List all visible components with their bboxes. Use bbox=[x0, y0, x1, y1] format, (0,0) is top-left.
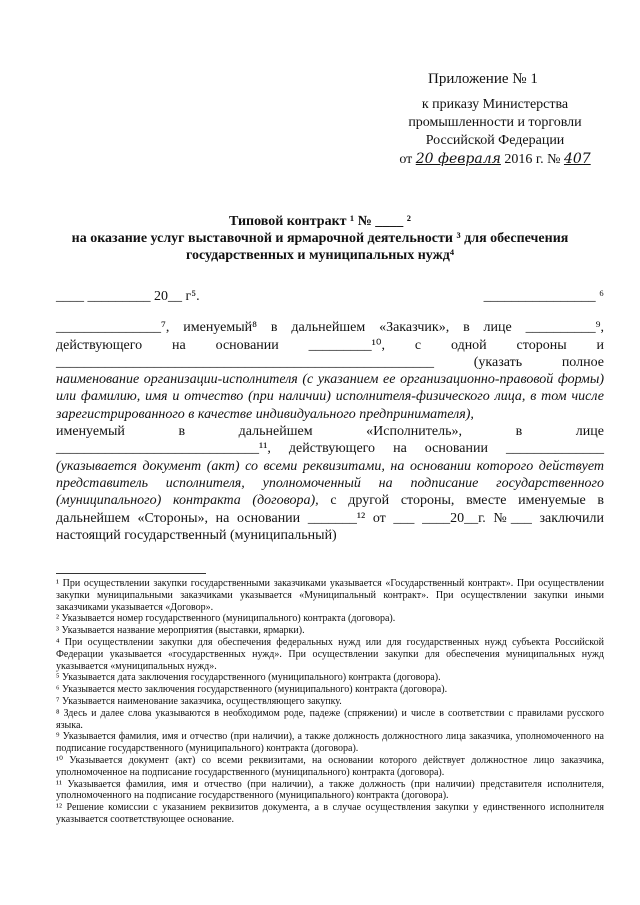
paragraph-conclusion: с другой стороны, вместе именуемые в дальнейшем «Стороны», на основании _______¹² от ___ ____20__г. №___ заключили настоящий государственный (муниципальный) bbox=[56, 493, 604, 543]
footnote-8: ⁸ Здесь и далее слова указываются в необходимом роде, падеже (спряжении) и числе в соответствии с правилами русского языка. bbox=[56, 707, 604, 731]
date-place-row bbox=[56, 288, 604, 305]
footnote-2: ² Указывается номер государственного (муниципального) контракта (договора). bbox=[56, 613, 396, 625]
footnote-divider bbox=[56, 573, 206, 574]
footnote-7: ⁷ Указывается наименование заказчика, осуществляющего закупку. bbox=[56, 695, 342, 707]
footnote-4: ⁴ При осуществлении закупки для обеспечения федеральных нужд или для государственных нужд субъекта Российской Федерации указывается «государственных нужд». При осуществлении закупки для обеспечения муниципальных нужд указывается «муниципальных нужд». bbox=[56, 636, 604, 672]
paragraph-representative-italic: (указывается документ (акт) со всеми реквизитами, на основании которого действует представитель исполнителя, уполномоченный на подписание государственного (муниципального) контракта (договора), bbox=[56, 458, 604, 509]
footnote-3: ³ Указывается название мероприятия (выставки, ярмарки). bbox=[56, 625, 305, 637]
word-in-2: в bbox=[515, 424, 523, 440]
word-executor: «Исполнитель», bbox=[366, 424, 462, 440]
appendix-header bbox=[380, 70, 610, 169]
paragraph-parties-text: _______________⁷, именуемый⁸ в дальнейшем «Заказчик», в лице __________⁹, действующего на основании _________¹⁰, с одной стороны и ______________________________________________________ (указать полное bbox=[56, 320, 604, 370]
footnote-12: ¹² Решение комиссии с указанием реквизитов документа, а в случае осуществления закупки у единственного исполнителя указывается соответствующее основание. bbox=[56, 802, 604, 825]
contract-title bbox=[40, 213, 600, 264]
paragraph-representative bbox=[56, 440, 604, 544]
word-further: дальнейшем bbox=[238, 424, 313, 440]
word-in: в bbox=[178, 424, 186, 440]
title-line-3: государственных и муниципальных нужд⁴ bbox=[185, 248, 455, 263]
footnote-1: ¹ При осуществлении закупки государственными заказчиками указывается «Государственный контракт». При осуществлении закупки муниципальными заказчиками указывается «Муниципальный контракт». При осуществлении закупки иными заказчиками указывается «Договор». bbox=[56, 578, 604, 613]
paragraph-representative-text: _____________________________¹¹, действующего на основании ______________ bbox=[56, 441, 604, 457]
appendix-title: Приложение № 1 bbox=[428, 71, 538, 87]
footnote-5: ⁵ Указывается дата заключения государственного (муниципального) контракта (договора). bbox=[56, 672, 441, 684]
paragraph-parties-italic: наименование организации-исполнителя (с указанием ее организационно-правовой формы) или фамилию, имя и отчество (при наличии) исполнителя-физического лица, в том числе зарегистрированного в качестве индивидуального предпринимателя), bbox=[56, 372, 604, 422]
date-prefix: от bbox=[399, 152, 413, 167]
footnote-6: ⁶ Указывается место заключения государственного (муниципального) контракта (договора). bbox=[56, 684, 448, 696]
title-line-1: Типовой контракт ¹ № ____ ² bbox=[229, 214, 411, 229]
executor-row bbox=[56, 423, 604, 440]
appendix-date-line bbox=[380, 150, 610, 169]
paragraph-parties bbox=[56, 319, 604, 423]
appendix-line-3: Российской Федерации bbox=[425, 133, 565, 148]
contract-body bbox=[56, 288, 604, 544]
footnote-11: ¹¹ Указывается фамилия, имя и отчество (при наличии), а также должность (при наличии) представителя исполнителя, уполномоченного на подписание государственного (муниципального) контракта (договора). bbox=[56, 778, 604, 802]
word-named: именуемый bbox=[56, 424, 125, 440]
footnote-9: ⁹ Указывается фамилия, имя и отчество (при наличии), а также должность должностного лица заказчика, уполномоченного на подписание государственного (муниципального) контракта (договора). bbox=[56, 731, 604, 755]
handwritten-order-number: 407 bbox=[563, 151, 591, 167]
title-line-2: на оказание услуг выставочной и ярмарочной деятельности ³ для обеспечения bbox=[71, 231, 569, 246]
order-year: 2016 г. № bbox=[504, 152, 561, 167]
appendix-line-2: промышленности и торговли bbox=[408, 115, 582, 130]
footnote-10: ¹⁰ Указывается документ (акт) со всеми реквизитами, на основании которого действует должностное лицо заказчика, уполномоченное на подписание государственного (муниципального) контракта (договора). bbox=[56, 754, 604, 778]
appendix-line-1: к приказу Министерства bbox=[421, 97, 569, 112]
word-person: лице bbox=[575, 424, 604, 440]
place-line: ________________ ⁶ bbox=[483, 289, 604, 304]
handwritten-date: 20 февраля bbox=[415, 151, 501, 167]
date-line: ____ _________ 20__ г⁵. bbox=[56, 289, 200, 304]
footnotes bbox=[56, 578, 604, 826]
